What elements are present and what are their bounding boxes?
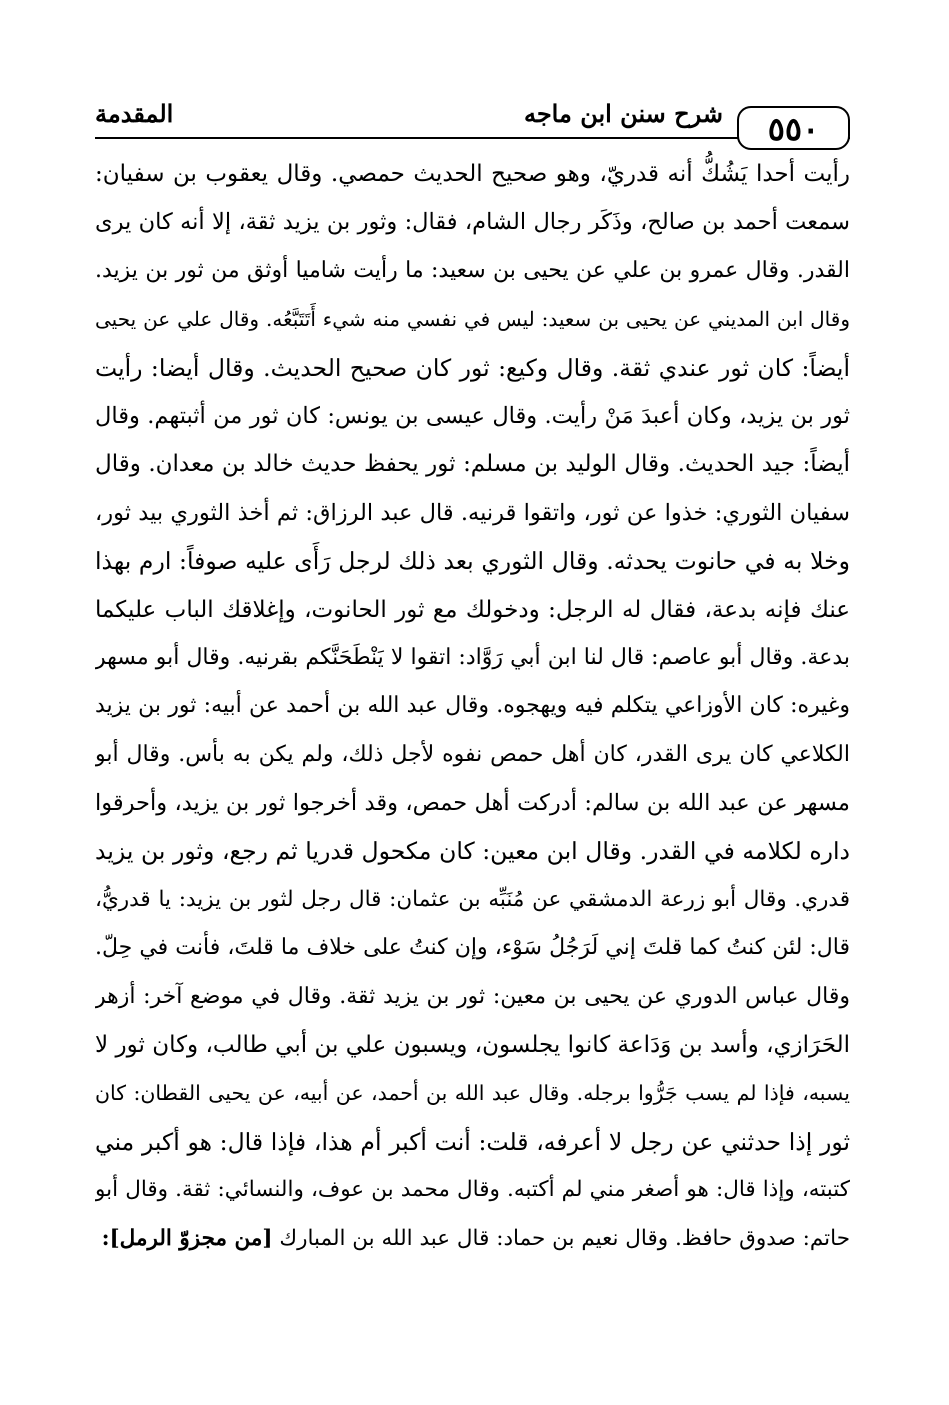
text-line: قدري. وقال أبو زرعة الدمشقي عن مُنَبِّه بن عثمان: قال رجل لثور بن يزيد: يا قدريُّ، xyxy=(95,886,850,912)
body-text xyxy=(95,150,850,1263)
text-line: سفيان الثوري: خذوا عن ثور، واتقوا قرنيه. قال عبد الرزاق: ثم أخذ الثوري بيد ثور، xyxy=(95,499,850,526)
text-line: عنك فإنه بدعة، فقال له الرجل: ودخولك مع ثور الحانوت، وإغلاقك الباب عليكما xyxy=(95,596,850,623)
text-line: يسبه، فإذا لم يسب جَرُّوا برجله. وقال عبد الله بن أحمد، عن أبيه، عن يحيى القطان: كان xyxy=(95,1081,850,1106)
page-header xyxy=(95,96,850,148)
text-line: ثور بن يزيد، وكان أعبدَ مَنْ رأيت. وقال عيسى بن يونس: كان ثور من أثبتهم. وقال xyxy=(95,402,850,429)
text-line: داره لكلامه في القدر. وقال ابن معين: كان مكحول قدريا ثم رجع، وثور بن يزيد xyxy=(95,837,850,866)
verse-meter-label: [من مجزوّ الرمل]: xyxy=(101,1225,273,1251)
text-line: الحَرَازي، وأسد بن وَدَاعة كانوا يجلسون، ويسبون علي بن أبي طالب، وكان ثور لا xyxy=(95,1032,850,1059)
text-line: القدر. وقال عمرو بن علي عن يحيى بن سعيد: ما رأيت شاميا أوثق من ثور بن يزيد. xyxy=(95,257,850,283)
text-line: ثور إذا حدثني عن رجل لا أعرفه، قلت: أنت أكبر أم هذا، فإذا قال: هو أكبر مني xyxy=(95,1127,850,1156)
book-title: شرح سنن ابن ماجه xyxy=(523,99,723,128)
text-line: مسهر عن عبد الله بن سالم: أدركت أهل حمص، وقد أخرجوا ثور بن يزيد، وأحرقوا xyxy=(95,790,850,817)
text-line: الكلاعي كان يرى القدر، كان أهل حمص نفوه لأجل ذلك، ولم يكن به بأس. وقال أبو xyxy=(95,741,850,767)
last-text-line xyxy=(95,1215,850,1263)
text-line: أيضاً: جيد الحديث. وقال الوليد بن مسلم: ثور يحفظ حديث خالد بن معدان. وقال xyxy=(95,451,850,478)
text-line: وقال عباس الدوري عن يحيى بن معين: ثور بن يزيد ثقة. وقال في موضع آخر: أزهر xyxy=(95,983,850,1009)
text-line: وغيره: كان الأوزاعي يتكلم فيه ويهجوه. وقال عبد الله بن أحمد عن أبيه: ثور بن يزيد xyxy=(95,693,850,719)
text-line: بدعة. وقال أبو عاصم: قال لنا ابن أبي رَوَّاد: اتقوا لا يَنْطَحَنَّكم بقرنيه. وقال أبو مسهر xyxy=(95,644,850,670)
text-line: قال: لئن كنتُ كما قلتَ إني لَرَجُلُ سَوْء، وإن كنتُ على خلاف ما قلتَ، فأنت في حِلّ. xyxy=(95,935,850,961)
text-line: أيضاً: كان ثور عندي ثقة. وقال وكيع: ثور كان صحيح الحديث. وقال أيضا: رأيت xyxy=(95,353,850,382)
text-line: وخلا به في حانوت يحدثه. وقال الثوري بعد ذلك لرجل رَأَى عليه صوفاً: ارم بهذا xyxy=(95,547,850,576)
page-number: ٥٥٠ xyxy=(737,106,850,150)
text-line: كتبته، وإذا قال: هو أصغر مني لم أكتبه. وقال محمد بن عوف، والنسائي: ثقة. وقال أبو xyxy=(95,1177,850,1203)
section-title: المقدمة xyxy=(95,99,174,128)
text-line: وقال ابن المديني عن يحيى بن سعيد: ليس في نفسي منه شيء أَتَتَبَّعُه. وقال علي عن يحيى xyxy=(95,307,850,332)
last-line-text: حاتم: صدوق حافظ. وقال نعيم بن حماد: قال عبد الله بن المبارك xyxy=(279,1225,850,1251)
text-line: رأيت أحدا يَشُكُّ أنه قدريّ، وهو صحيح الحديث حمصي. وقال يعقوب بن سفيان: xyxy=(95,161,850,187)
text-line: سمعت أحمد بن صالح، وذَكَر رجال الشام، فقال: وثور بن يزيد ثقة، إلا أنه كان يرى xyxy=(95,209,850,236)
